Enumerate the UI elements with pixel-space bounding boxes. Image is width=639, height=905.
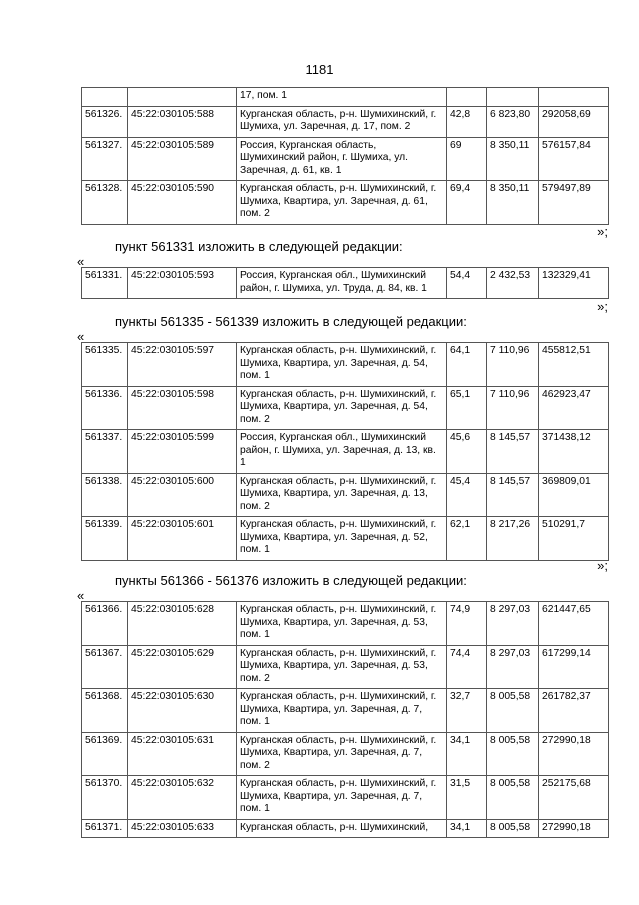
table-row bbox=[82, 106, 609, 137]
table-row bbox=[82, 268, 609, 299]
address-cell: Курганская область, р-н. Шумихинский, г. Шумиха, Квартира, ул. Заречная, д. 13, пом. 2 bbox=[237, 473, 447, 517]
area-cell: 45,6 bbox=[447, 430, 487, 474]
area-cell: 32,7 bbox=[447, 689, 487, 733]
item-number-cell: 561328. bbox=[82, 181, 128, 225]
address-cell: Курганская область, р-н. Шумихинский, г. Шумиха, ул. Заречная, д. 17, пом. 2 bbox=[237, 106, 447, 137]
cadastral-number-cell: 45:22:030105:633 bbox=[128, 819, 237, 838]
area-cell: 65,1 bbox=[447, 386, 487, 430]
area-cell: 31,5 bbox=[447, 776, 487, 820]
cadastral-number-cell: 45:22:030105:598 bbox=[128, 386, 237, 430]
opening-quote: « bbox=[77, 588, 85, 603]
cadastral-number-cell: 45:22:030105:629 bbox=[128, 645, 237, 689]
cadastral-number-cell: 45:22:030105:601 bbox=[128, 517, 237, 561]
amendment-instruction: пункт 561331 изложить в следующей редакции: bbox=[115, 239, 403, 254]
rate-cell bbox=[487, 88, 539, 107]
value-cell: 371438,12 bbox=[539, 430, 609, 474]
amendment-instruction: пункты 561335 - 561339 изложить в следующей редакции: bbox=[115, 314, 467, 329]
item-number-cell bbox=[82, 88, 128, 107]
table-row bbox=[82, 689, 609, 733]
closing-quote: »; bbox=[597, 558, 608, 573]
value-cell: 132329,41 bbox=[539, 268, 609, 299]
rate-cell: 8 005,58 bbox=[487, 689, 539, 733]
item-number-cell: 561366. bbox=[82, 602, 128, 646]
value-cell bbox=[539, 88, 609, 107]
value-cell: 621447,65 bbox=[539, 602, 609, 646]
table-row bbox=[82, 343, 609, 387]
table-row bbox=[82, 88, 609, 107]
value-cell: 272990,18 bbox=[539, 732, 609, 776]
value-cell: 261782,37 bbox=[539, 689, 609, 733]
table-row bbox=[82, 137, 609, 181]
value-cell: 510291,7 bbox=[539, 517, 609, 561]
item-number-cell: 561368. bbox=[82, 689, 128, 733]
address-cell: Курганская область, р-н. Шумихинский, г. Шумиха, Квартира, ул. Заречная, д. 53, пом. 1 bbox=[237, 602, 447, 646]
address-cell: 17, пом. 1 bbox=[237, 88, 447, 107]
rate-cell: 8 350,11 bbox=[487, 137, 539, 181]
item-number-cell: 561369. bbox=[82, 732, 128, 776]
table-row bbox=[82, 181, 609, 225]
opening-quote: « bbox=[77, 254, 85, 269]
value-cell: 272990,18 bbox=[539, 819, 609, 838]
area-cell: 69 bbox=[447, 137, 487, 181]
area-cell: 45,4 bbox=[447, 473, 487, 517]
table-row bbox=[82, 776, 609, 820]
rate-cell: 7 110,96 bbox=[487, 386, 539, 430]
item-number-cell: 561338. bbox=[82, 473, 128, 517]
address-cell: Курганская область, р-н. Шумихинский, г. Шумиха, Квартира, ул. Заречная, д. 53, пом. 2 bbox=[237, 645, 447, 689]
value-cell: 617299,14 bbox=[539, 645, 609, 689]
item-number-cell: 561337. bbox=[82, 430, 128, 474]
item-number-cell: 561331. bbox=[82, 268, 128, 299]
rate-cell: 8 005,58 bbox=[487, 776, 539, 820]
rate-cell: 8 297,03 bbox=[487, 645, 539, 689]
page-number: 1181 bbox=[305, 62, 334, 77]
item-number-cell: 561335. bbox=[82, 343, 128, 387]
address-cell: Курганская область, р-н. Шумихинский, г. Шумиха, Квартира, ул. Заречная, д. 7, пом. 2 bbox=[237, 732, 447, 776]
address-cell: Курганская область, р-н. Шумихинский, bbox=[237, 819, 447, 838]
value-cell: 369809,01 bbox=[539, 473, 609, 517]
area-cell: 54,4 bbox=[447, 268, 487, 299]
area-cell: 62,1 bbox=[447, 517, 487, 561]
item-number-cell: 561336. bbox=[82, 386, 128, 430]
value-cell: 579497,89 bbox=[539, 181, 609, 225]
rate-cell: 8 217,26 bbox=[487, 517, 539, 561]
value-cell: 462923,47 bbox=[539, 386, 609, 430]
table-row bbox=[82, 430, 609, 474]
value-cell: 252175,68 bbox=[539, 776, 609, 820]
cadastral-number-cell: 45:22:030105:589 bbox=[128, 137, 237, 181]
area-cell: 34,1 bbox=[447, 819, 487, 838]
table-row bbox=[82, 386, 609, 430]
area-cell: 42,8 bbox=[447, 106, 487, 137]
rate-cell: 8 005,58 bbox=[487, 819, 539, 838]
area-cell: 74,9 bbox=[447, 602, 487, 646]
item-number-cell: 561327. bbox=[82, 137, 128, 181]
amendment-instruction: пункты 561366 - 561376 изложить в следующей редакции: bbox=[115, 573, 467, 588]
cadastral-number-cell: 45:22:030105:600 bbox=[128, 473, 237, 517]
area-cell: 69,4 bbox=[447, 181, 487, 225]
table-row bbox=[82, 602, 609, 646]
address-cell: Курганская область, р-н. Шумихинский, г. Шумиха, Квартира, ул. Заречная, д. 52, пом. 1 bbox=[237, 517, 447, 561]
cadastral-number-cell: 45:22:030105:593 bbox=[128, 268, 237, 299]
cadastral-number-cell: 45:22:030105:631 bbox=[128, 732, 237, 776]
cadastral-number-cell: 45:22:030105:628 bbox=[128, 602, 237, 646]
cadastral-number-cell: 45:22:030105:597 bbox=[128, 343, 237, 387]
rate-cell: 8 297,03 bbox=[487, 602, 539, 646]
cadastral-number-cell: 45:22:030105:599 bbox=[128, 430, 237, 474]
address-cell: Курганская область, р-н. Шумихинский, г. Шумиха, Квартира, ул. Заречная, д. 7, пом. 1 bbox=[237, 689, 447, 733]
address-cell: Россия, Курганская обл., Шумихинский район, г. Шумиха, ул. Труда, д. 84, кв. 1 bbox=[237, 268, 447, 299]
item-number-cell: 561367. bbox=[82, 645, 128, 689]
rate-cell: 8 350,11 bbox=[487, 181, 539, 225]
table-row bbox=[82, 473, 609, 517]
rate-cell: 8 005,58 bbox=[487, 732, 539, 776]
address-cell: Россия, Курганская обл., Шумихинский район, г. Шумиха, ул. Заречная, д. 13, кв. 1 bbox=[237, 430, 447, 474]
area-cell: 74,4 bbox=[447, 645, 487, 689]
opening-quote: « bbox=[77, 329, 85, 344]
property-table-1 bbox=[81, 87, 609, 225]
table-row bbox=[82, 732, 609, 776]
cadastral-number-cell: 45:22:030105:630 bbox=[128, 689, 237, 733]
item-number-cell: 561326. bbox=[82, 106, 128, 137]
item-number-cell: 561339. bbox=[82, 517, 128, 561]
address-cell: Курганская область, р-н. Шумихинский, г. Шумиха, Квартира, ул. Заречная, д. 7, пом. 1 bbox=[237, 776, 447, 820]
value-cell: 455812,51 bbox=[539, 343, 609, 387]
address-cell: Курганская область, р-н. Шумихинский, г. Шумиха, Квартира, ул. Заречная, д. 54, пом. 1 bbox=[237, 343, 447, 387]
cadastral-number-cell: 45:22:030105:588 bbox=[128, 106, 237, 137]
address-cell: Россия, Курганская область, Шумихинский район, г. Шумиха, ул. Заречная, д. 61, кв. 1 bbox=[237, 137, 447, 181]
cadastral-number-cell bbox=[128, 88, 237, 107]
rate-cell: 8 145,57 bbox=[487, 473, 539, 517]
rate-cell: 8 145,57 bbox=[487, 430, 539, 474]
cadastral-number-cell: 45:22:030105:632 bbox=[128, 776, 237, 820]
area-cell: 64,1 bbox=[447, 343, 487, 387]
table-row bbox=[82, 517, 609, 561]
value-cell: 292058,69 bbox=[539, 106, 609, 137]
item-number-cell: 561370. bbox=[82, 776, 128, 820]
cadastral-number-cell: 45:22:030105:590 bbox=[128, 181, 237, 225]
area-cell: 34,1 bbox=[447, 732, 487, 776]
property-table-2 bbox=[81, 267, 609, 299]
address-cell: Курганская область, р-н. Шумихинский, г. Шумиха, Квартира, ул. Заречная, д. 54, пом. 2 bbox=[237, 386, 447, 430]
table-row bbox=[82, 645, 609, 689]
property-table-3 bbox=[81, 342, 609, 561]
item-number-cell: 561371. bbox=[82, 819, 128, 838]
area-cell bbox=[447, 88, 487, 107]
table-row bbox=[82, 819, 609, 838]
property-table-4 bbox=[81, 601, 609, 838]
rate-cell: 2 432,53 bbox=[487, 268, 539, 299]
value-cell: 576157,84 bbox=[539, 137, 609, 181]
rate-cell: 6 823,80 bbox=[487, 106, 539, 137]
address-cell: Курганская область, р-н. Шумихинский, г. Шумиха, Квартира, ул. Заречная, д. 61, пом. 2 bbox=[237, 181, 447, 225]
closing-quote: »; bbox=[597, 299, 608, 314]
closing-quote: »; bbox=[597, 224, 608, 239]
rate-cell: 7 110,96 bbox=[487, 343, 539, 387]
